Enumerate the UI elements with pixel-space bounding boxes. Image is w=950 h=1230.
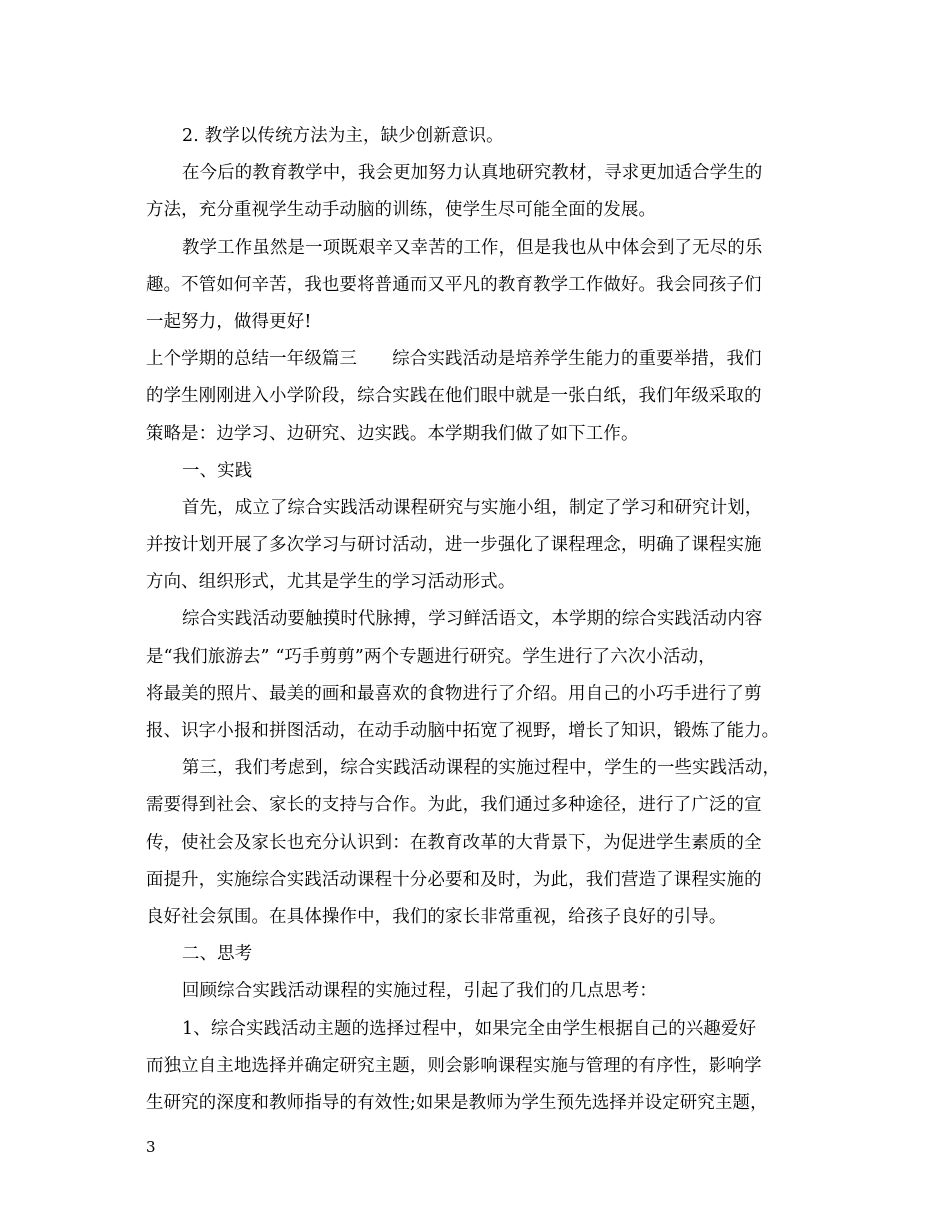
text-line: 在今后的教育教学中，我会更加努力认真地研究教材，寻求更加适合学生的	[182, 163, 763, 184]
text-line: 良好社会氛围。在具体操作中，我们的家长非常重视，给孩子良好的引导。	[146, 906, 727, 927]
section-heading: 二、思考	[182, 944, 253, 965]
text-line: 面提升，实施综合实践活动课程十分必要和及时，为此，我们营造了课程实施的	[146, 869, 762, 890]
text-line: 将最美的照片、最美的画和最喜欢的食物进行了介绍。用自己的小巧手进行了剪	[146, 683, 762, 704]
text-line: 趣。不管如何辛苦，我也要将普通而又平凡的教育教学工作做好。我会同孩子们	[146, 274, 762, 295]
text-line: 需要得到社会、家长的支持与合作。为此，我们通过多种途径，进行了广泛的宣	[146, 795, 762, 816]
text-line: 而独立自主地选择并确定研究主题，则会影响课程实施与管理的有序性，影响学	[146, 1055, 762, 1076]
text-line: 第三，我们考虑到，综合实践活动课程的实施过程中，学生的一些实践活动，	[182, 758, 781, 779]
section-heading: 一、实践	[182, 460, 253, 481]
text-line: 2. 教学以传统方法为主，缺少创新意识。	[182, 126, 504, 146]
text-line: 方向、组织形式，尤其是学生的学习活动形式。	[146, 572, 516, 593]
text-line: 传，使社会及家长也充分认识到：在教育改革的大背景下，为促进学生素质的全	[146, 832, 762, 853]
text-line: 策略是：边学习、边研究、边实践。本学期我们做了如下工作。	[146, 423, 639, 444]
text-line: 报、识字小报和拼图活动，在动手动脑中拓宽了视野，增长了知识，锻炼了能力。	[146, 721, 780, 741]
text-line: 教学工作虽然是一项既艰辛又幸苦的工作，但是我也从中体会到了无尽的乐	[182, 237, 763, 258]
text-line: 一起努力，做得更好!	[146, 311, 312, 332]
text-line: 综合实践活动要触摸时代脉搏，学习鲜活语文，本学期的综合实践活动内容	[182, 609, 763, 630]
text-line: 上个学期的总结一年级篇三 综合实践活动是培养学生能力的重要举措，我们	[146, 349, 762, 370]
text-line: 的学生刚刚进入小学阶段，综合实践在他们眼中就是一张白纸，我们年级采取的	[146, 386, 762, 407]
text-line: 回顾综合实践活动课程的实施过程，引起了我们的几点思考：	[182, 981, 657, 1002]
text-line: 生研究的深度和教师指导的有效性;如果是教师为学生预先选择并设定研究主题，	[146, 1092, 768, 1113]
text-line: 是“我们旅游去” “巧手剪剪”两个专题进行研究。学生进行了六次小活动，	[146, 646, 716, 667]
text-line: 首先，成立了综合实践活动课程研究与实施小组，制定了学习和研究计划，	[182, 497, 763, 518]
text-line: 方法，充分重视学生动手动脑的训练，使学生尽可能全面的发展。	[146, 200, 657, 221]
document-body	[146, 118, 810, 1122]
page-number: 3	[146, 1138, 156, 1156]
text-line: 并按计划开展了多次学习与研讨活动，进一步强化了课程理念，明确了课程实施	[146, 535, 762, 556]
text-line: 1、综合实践活动主题的选择过程中，如果完全由学生根据自己的兴趣爱好	[182, 1018, 757, 1039]
